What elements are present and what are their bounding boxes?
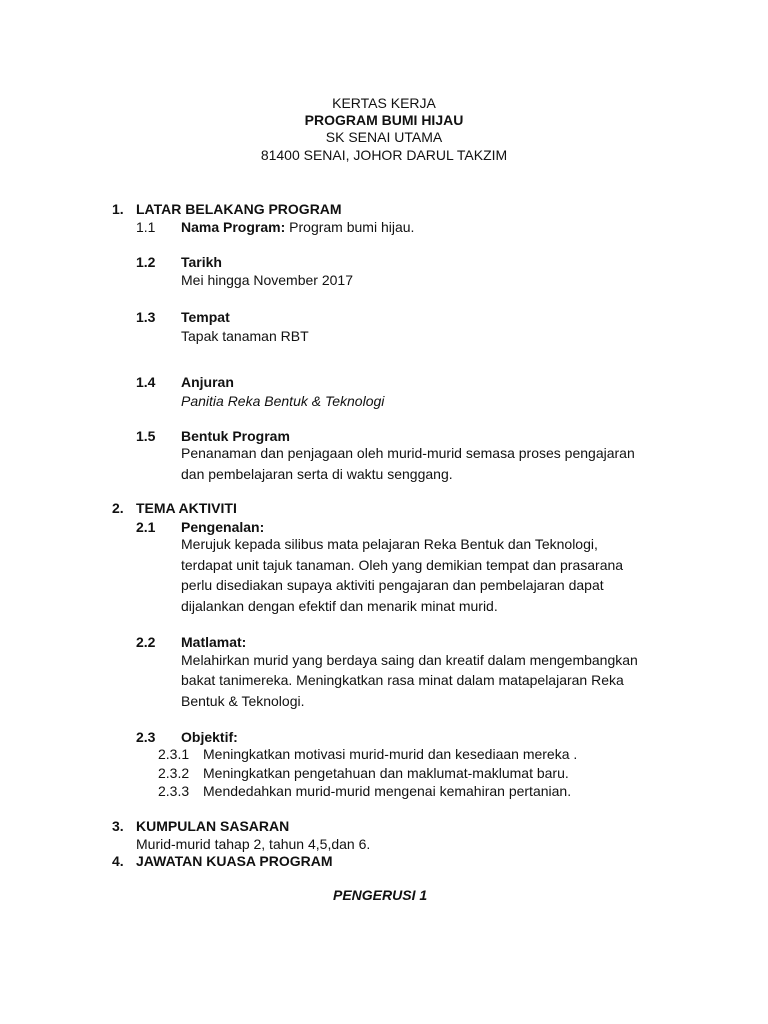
- section-4-title: JAWATAN KUASA PROGRAM: [136, 853, 333, 869]
- item-2-1-number: 2.1: [136, 519, 156, 535]
- objective-1-text: Meningkatkan motivasi murid-murid dan kesediaan mereka .: [203, 746, 578, 762]
- item-2-2-number: 2.2: [136, 634, 156, 650]
- item-1-1-line: [181, 218, 414, 236]
- item-1-1-number: 1.1: [136, 219, 156, 235]
- section-3-title: KUMPULAN SASARAN: [136, 818, 290, 834]
- section-2-number: 2.: [112, 500, 124, 516]
- item-2-1-line-4: dijalankan dengan efektif dan menarik minat murid.: [181, 598, 498, 614]
- item-2-1-line-3: perlu disediakan supaya aktiviti pengajaran dan pembelajaran dapat: [181, 577, 604, 593]
- section-3-number: 3.: [112, 818, 124, 834]
- objective-2-text: Meningkatkan pengetahuan dan maklumat-maklumat baru.: [203, 765, 569, 781]
- section-1-title: LATAR BELAKANG PROGRAM: [136, 201, 342, 217]
- item-1-4-value: Panitia Reka Bentuk & Teknologi: [181, 393, 385, 409]
- item-1-1-label: Nama Program:: [181, 219, 286, 235]
- item-2-2-line-3: Bentuk & Teknologi.: [181, 693, 305, 709]
- section-2-title: TEMA AKTIVITI: [136, 500, 237, 516]
- item-2-2-line-1: Melahirkan murid yang berdaya saing dan kreatif dalam mengembangkan: [181, 652, 638, 668]
- item-1-3-number: 1.3: [136, 309, 156, 325]
- item-1-3-label: Tempat: [181, 309, 230, 325]
- item-2-1-label: Pengenalan:: [181, 519, 265, 535]
- item-2-1-line-1: Merujuk kepada silibus mata pelajaran Reka Bentuk dan Teknologi,: [181, 536, 598, 552]
- item-1-5-line-1: Penanaman dan penjagaan oleh murid-murid semasa proses pengajaran: [181, 445, 635, 461]
- objective-3-text: Mendedahkan murid-murid mengenai kemahiran pertanian.: [203, 783, 572, 799]
- item-2-3-number: 2.3: [136, 729, 156, 745]
- item-1-2-value: Mei hingga November 2017: [181, 272, 353, 288]
- item-1-5-line-2: dan pembelajaran serta di waktu senggang.: [181, 466, 453, 482]
- item-2-3-label: Objektif:: [181, 729, 238, 745]
- school-name: SK SENAI UTAMA: [325, 129, 443, 145]
- item-1-3-value: Tapak tanaman RBT: [181, 328, 309, 344]
- item-1-1-value: Program bumi hijau.: [285, 219, 415, 235]
- item-2-2-label: Matlamat:: [181, 634, 247, 650]
- item-1-2-label: Tarikh: [181, 254, 222, 270]
- item-2-1-line-2: terdapat unit tajuk tanaman. Oleh yang demikian tempat dan prasarana: [181, 557, 624, 573]
- school-address: 81400 SENAI, JOHOR DARUL TAKZIM: [260, 147, 508, 163]
- item-1-2-number: 1.2: [136, 254, 156, 270]
- program-title: PROGRAM BUMI HIJAU: [304, 112, 464, 128]
- item-1-5-label: Bentuk Program: [181, 428, 290, 444]
- section-1-number: 1.: [112, 201, 124, 217]
- item-1-4-label: Anjuran: [181, 374, 234, 390]
- item-1-4-number: 1.4: [136, 374, 156, 390]
- objective-1-number: 2.3.1: [158, 746, 190, 762]
- doc-title: KERTAS KERJA: [332, 95, 436, 111]
- item-1-5-number: 1.5: [136, 428, 156, 444]
- item-2-2-line-2: bakat tanimereka. Meningkatkan rasa minat dalam matapelajaran Reka: [181, 672, 624, 688]
- objective-3-number: 2.3.3: [158, 783, 190, 799]
- pengerusi-heading: PENGERUSI 1: [333, 887, 428, 903]
- section-3-value: Murid-murid tahap 2, tahun 4,5,dan 6.: [136, 836, 371, 852]
- objective-2-number: 2.3.2: [158, 765, 190, 781]
- section-4-number: 4.: [112, 853, 124, 869]
